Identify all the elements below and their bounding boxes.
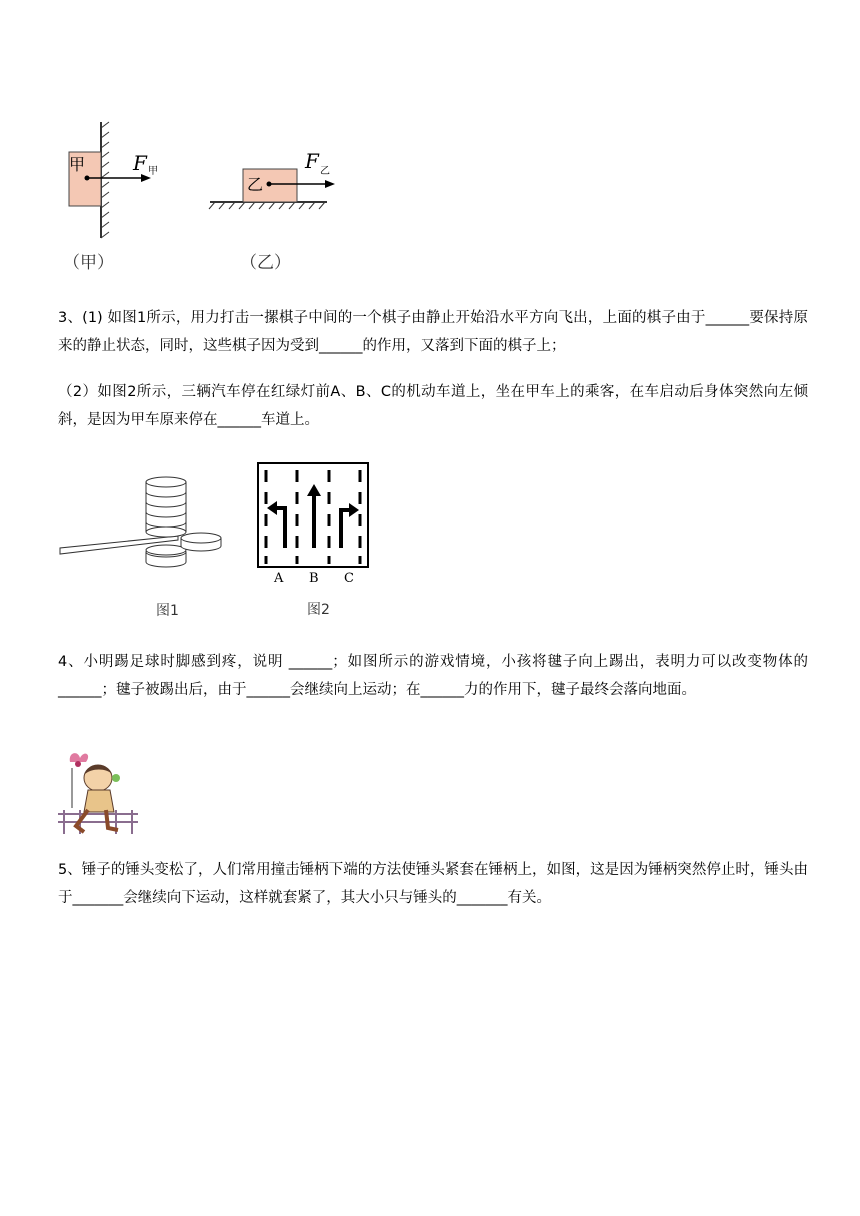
block-yi-label: 乙: [247, 175, 264, 194]
force-jia-sub: 甲: [148, 166, 158, 177]
block-jia-label: 甲: [69, 155, 86, 174]
caption-jia: （甲）: [63, 253, 114, 273]
question-5: 5、锤子的锤头变松了，人们常用撞击锤柄下端的方法使锤头紧套在锤柄上，如图，这是因为锤柄突然停止时，锤头由于_______会继续向下运动，这样就套紧了，其大小只与锤头的_______有关。: [58, 862, 808, 906]
force-yi-symbol: F: [305, 149, 319, 173]
lane-a-label: A: [274, 571, 284, 586]
force-yi-sub: 乙: [320, 166, 330, 177]
question-4: 4、小明踢足球时脚感到疼，说明 ______；如图所示的游戏情境，小孩将毽子向上踢出，表明力可以改变物体的______；毽子被踢出后，由于______会继续向上运动；在______力的作用下，毽子最终会落向地面。: [58, 654, 808, 698]
struck-piece: [181, 533, 221, 551]
lane-c-label: C: [344, 571, 354, 586]
wall-hatching: [101, 122, 109, 238]
lane-b-label: B: [309, 571, 319, 586]
figure-1-chess-stack: [58, 470, 238, 620]
question-3-part-2: （2）如图2所示，三辆汽车停在红绿灯前A、B、C的机动车道上，坐在甲车上的乘客，在车启动后身体突然向左倾斜，是因为甲车原来停在______车道上。: [58, 384, 808, 428]
caption-yi: （乙）: [240, 253, 291, 273]
figure-2-lanes: [255, 460, 375, 620]
child-kicking-shuttlecock-illustration: [58, 748, 138, 838]
figure-2-caption: 图2: [307, 602, 330, 618]
ground-hatching: [209, 202, 325, 209]
force-jia-symbol: F: [133, 151, 147, 175]
question-3-part-1: 3、(1) 如图1所示，用力打击一摞棋子中间的一个棋子由静止开始沿水平方向飞出，上面的棋子由于______要保持原来的静止状态，同时，这些棋子因为受到______的作用，又落到下面的棋子上；: [58, 310, 808, 354]
figure-jia-yi: [55, 118, 355, 278]
figure-1-caption: 图1: [156, 603, 179, 619]
